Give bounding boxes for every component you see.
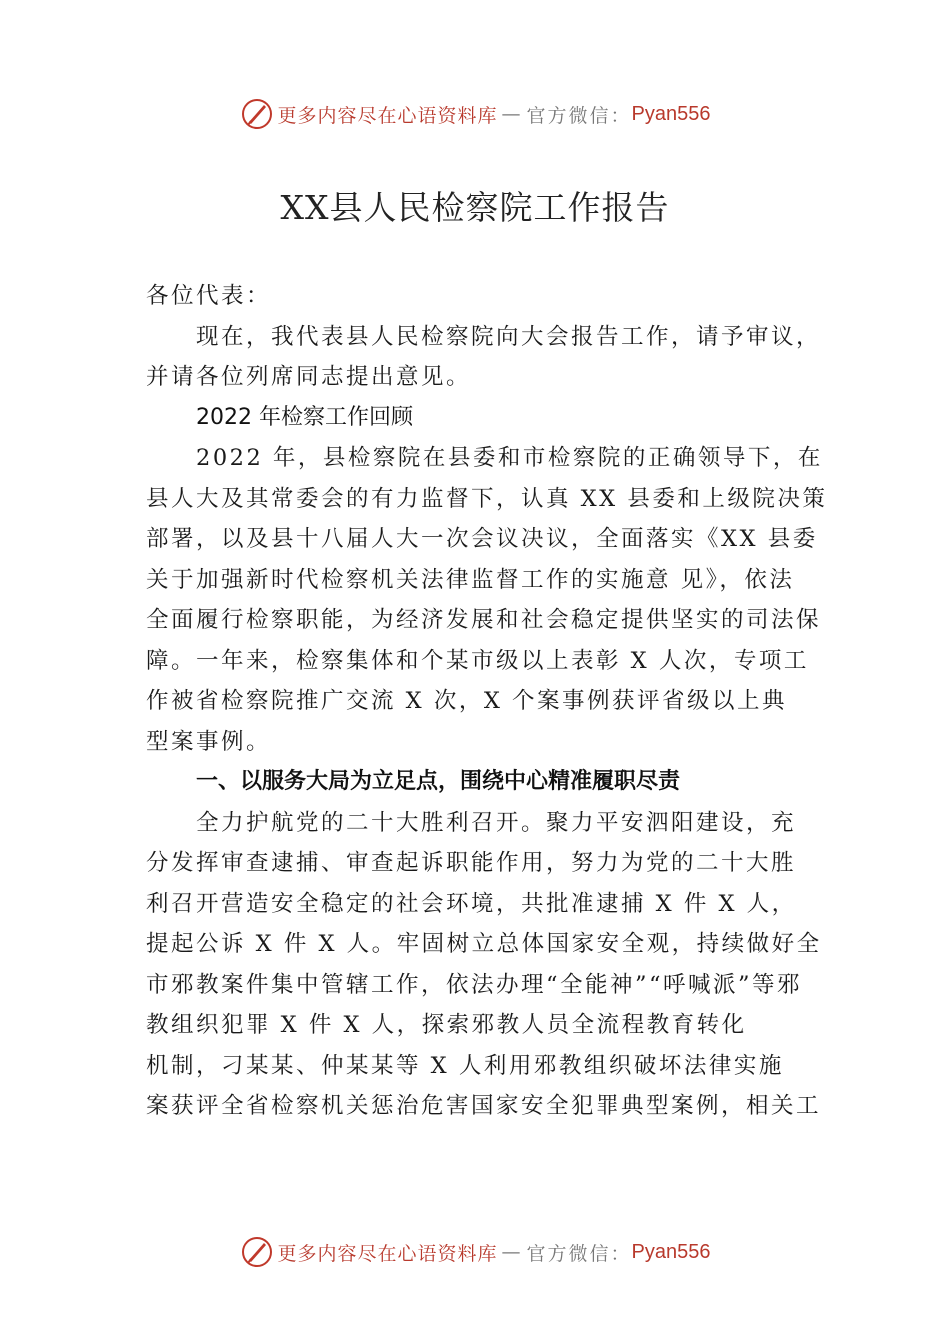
section-one-line: 利召开营造安全稳定的社会环境，共批准逮捕 X 件 X 人， bbox=[146, 890, 797, 917]
watermark-wechat-label: 官方微信： bbox=[526, 1242, 632, 1265]
watermark-wechat-id: Pyan556 bbox=[631, 1240, 711, 1263]
watermark-brand: 更多内容尽在心语资料库 bbox=[277, 1242, 498, 1265]
watermark-dash: — bbox=[501, 103, 523, 125]
review-line: 作被省检察院推广交流 X 次，X 个案事例获评省级以上典 bbox=[146, 688, 787, 714]
section-one-line: 全力护航党的二十大胜利召开。聚力平安泗阳建设，充 bbox=[196, 809, 797, 836]
section-one-line: 市邪教案件集中管辖工作，依法办理“全能神”“呼喊派”等邪 bbox=[146, 971, 803, 998]
footer-watermark bbox=[0, 1230, 950, 1274]
section-review-heading: 2022 年检察工作回顾 bbox=[196, 404, 413, 430]
watermark-brand: 更多内容尽在心语资料库 bbox=[277, 104, 498, 127]
review-line: 型案事例。 bbox=[146, 728, 272, 755]
section-one-line: 分发挥审查逮捕、审查起诉职能作用，努力为党的二十大胜 bbox=[146, 850, 797, 876]
salutation: 各位代表： bbox=[146, 283, 272, 309]
review-line: 县人大及其常委会的有力监督下，认真 XX 县委和上级院决策 bbox=[146, 485, 828, 512]
review-line: 障。一年来，检察集体和个某市级以上表彰 X 人次，专项工 bbox=[146, 647, 809, 674]
quill-logo-icon bbox=[240, 1235, 274, 1269]
header-watermark bbox=[0, 92, 950, 136]
review-line: 关于加强新时代检察机关法律监督工作的实施意 见》，依法 bbox=[146, 566, 795, 593]
intro-paragraph bbox=[146, 317, 826, 398]
watermark-wechat-id: Pyan556 bbox=[631, 102, 711, 125]
section-one-paragraph bbox=[146, 803, 826, 1127]
document-title: XX县人民检察院工作报告 bbox=[280, 188, 670, 227]
quill-logo-icon bbox=[240, 97, 274, 131]
section-one-line: 提起公诉 X 件 X 人。牢固树立总体国家安全观，持续做好全 bbox=[146, 931, 822, 957]
intro-line: 并请各位列席同志提出意见。 bbox=[146, 364, 472, 390]
watermark-wechat-label: 官方微信： bbox=[526, 104, 632, 127]
section-one-heading: 一、以服务大局为立足点，围绕中心精准履职尽责 bbox=[196, 769, 681, 794]
section-one-line: 案获评全省检察机关惩治危害国家安全犯罪典型案例，相关工 bbox=[146, 1093, 822, 1119]
section-one-line: 机制，刁某某、仲某某等 X 人利用邪教组织破坏法律实施 bbox=[146, 1052, 784, 1079]
watermark-dash: — bbox=[501, 1241, 523, 1263]
intro-line: 现在，我代表县人民检察院向大会报告工作，请予审议， bbox=[196, 323, 822, 350]
review-line: 全面履行检察职能，为经济发展和社会稳定提供坚实的司法保 bbox=[146, 607, 822, 633]
document-body bbox=[146, 276, 826, 1127]
review-line: 部署，以及县十八届人大一次会议决议，全面落实《XX 县委 bbox=[146, 526, 818, 552]
review-paragraph bbox=[146, 438, 826, 762]
section-one-line: 教组织犯罪 X 件 X 人，探索邪教人员全流程教育转化 bbox=[146, 1012, 747, 1038]
review-line: 2022 年，县检察院在县委和市检察院的正确领导下，在 bbox=[196, 445, 823, 471]
